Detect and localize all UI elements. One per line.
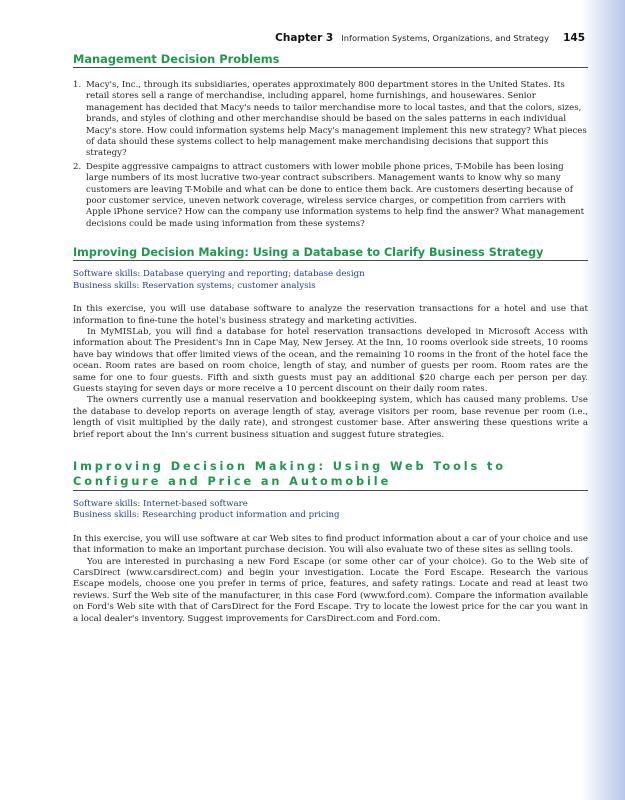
paragraph: You are interested in purchasing a new Ford Escape (or some other car of your choice). Go to the Web site of CarsDirect (www.carsdirect.com) and begin your investigation. Locate the Ford Escape. Research the various Escape models, choose one you prefer in terms of price, features, and safety ratings. Locate and read at least two reviews. Surf the Web site of the manufacturer, in this case Ford (www.ford.com). Compare the information available on Ford's Web site with that of CarsDirect for the Ford Escape. Try to locate the lowest price for the car you want in a local dealer's inventory. Suggest improvements for CarsDirect.com and Ford.com. (73, 556, 588, 624)
item-number: 2. (73, 161, 82, 172)
list-item (73, 162, 588, 230)
business-skills: Business skills: Researching product information and pricing (73, 510, 340, 521)
software-skills: Software skills: Internet-based software (73, 498, 248, 509)
web-skills (73, 499, 588, 522)
running-header (275, 26, 585, 45)
page-number: 145 (563, 32, 585, 44)
chapter-label: Chapter 3 (275, 32, 334, 44)
paragraph: In this exercise, you will use software at car Web sites to find product information about a car of your choice and use that information to make an important purchase decision. You will also evaluate two of these sites as selling tools. (73, 533, 588, 556)
paragraph: In this exercise, you will use database software to analyze the reservation transactions for a hotel and use that information to fine-tune the hotel's business strategy and marketing activities. (73, 304, 588, 326)
list-item (73, 80, 588, 160)
item-text: Despite aggressive campaigns to attract customers with lower mobile phone prices, T-Mobile has been losing large numbers of its most lucrative two-year contract subscribers. Management wants to know why so many customers are leaving T-Mobile and what can be done to entice them back. Are customers deserting because of poor customer service, uneven network coverage, wireless service charges, or competition from carriers with Apple iPhone service? How can the company use information systems to help find the answer? What management decisions could be made using information from these systems? (86, 161, 585, 229)
problem-list (73, 80, 588, 230)
chapter-title: Information Systems, Organizations, and Strategy (341, 33, 549, 43)
item-text: Macy's, Inc., through its subsidiaries, operates approximately 800 department stores in the United States. Its retail stores sell a range of merchandise, including apparel, home furnishings, and housewares. Senior management has decided that Macy's needs to tailor merchandise more to local tastes, and that the colors, sizes, brands, and styles of clothing and other merchandise should be based on the sales patterns in each individual Macy's store. How could information systems help Macy's management implement this new strategy? What pieces of data should these systems collect to help management make merchandising decisions that support this strategy? (86, 80, 587, 159)
business-skills: Business skills: Reservation systems; customer analysis (73, 280, 316, 291)
paragraph: In MyMISLab, you will find a database for hotel reservation transactions developed in Microsoft Access with information about The President's Inn in Cape May, New Jersey. At the Inn, 10 rooms overlook side streets, 10 rooms have bay windows that offer limited views of the ocean, and the remaining 10 rooms in the front of the hotel face the ocean. Room rates are based on room choice, length of stay, and number of guests per room. Room rates are the same for one to four guests. Fifth and sixth guests must pay an additional $20 charge each per person per day. Guests staying for seven days or more receive a 10 percent discount on their daily room rates. (73, 326, 588, 394)
database-heading: Improving Decision Making: Using a Database to Clarify Business Strategy (73, 246, 588, 261)
management-heading: Management Decision Problems (73, 52, 588, 68)
page-content (73, 52, 588, 625)
database-skills (73, 269, 588, 292)
paragraph: The owners currently use a manual reservation and bookkeeping system, which has caused many problems. Use the database to develop reports on average length of stay, average visitors per room, base revenue per room (i.e., length of visit multiplied by the daily rate), and strongest customer base. After answering these questions write a brief report about the Inn's current business situation and suggest future strategies. (73, 395, 588, 440)
item-number: 1. (73, 80, 82, 90)
web-tools-heading: Improving Decision Making: Using Web Tools to Configure and Price an Automobile (73, 459, 588, 491)
software-skills: Software skills: Database querying and reporting; database design (73, 269, 365, 280)
